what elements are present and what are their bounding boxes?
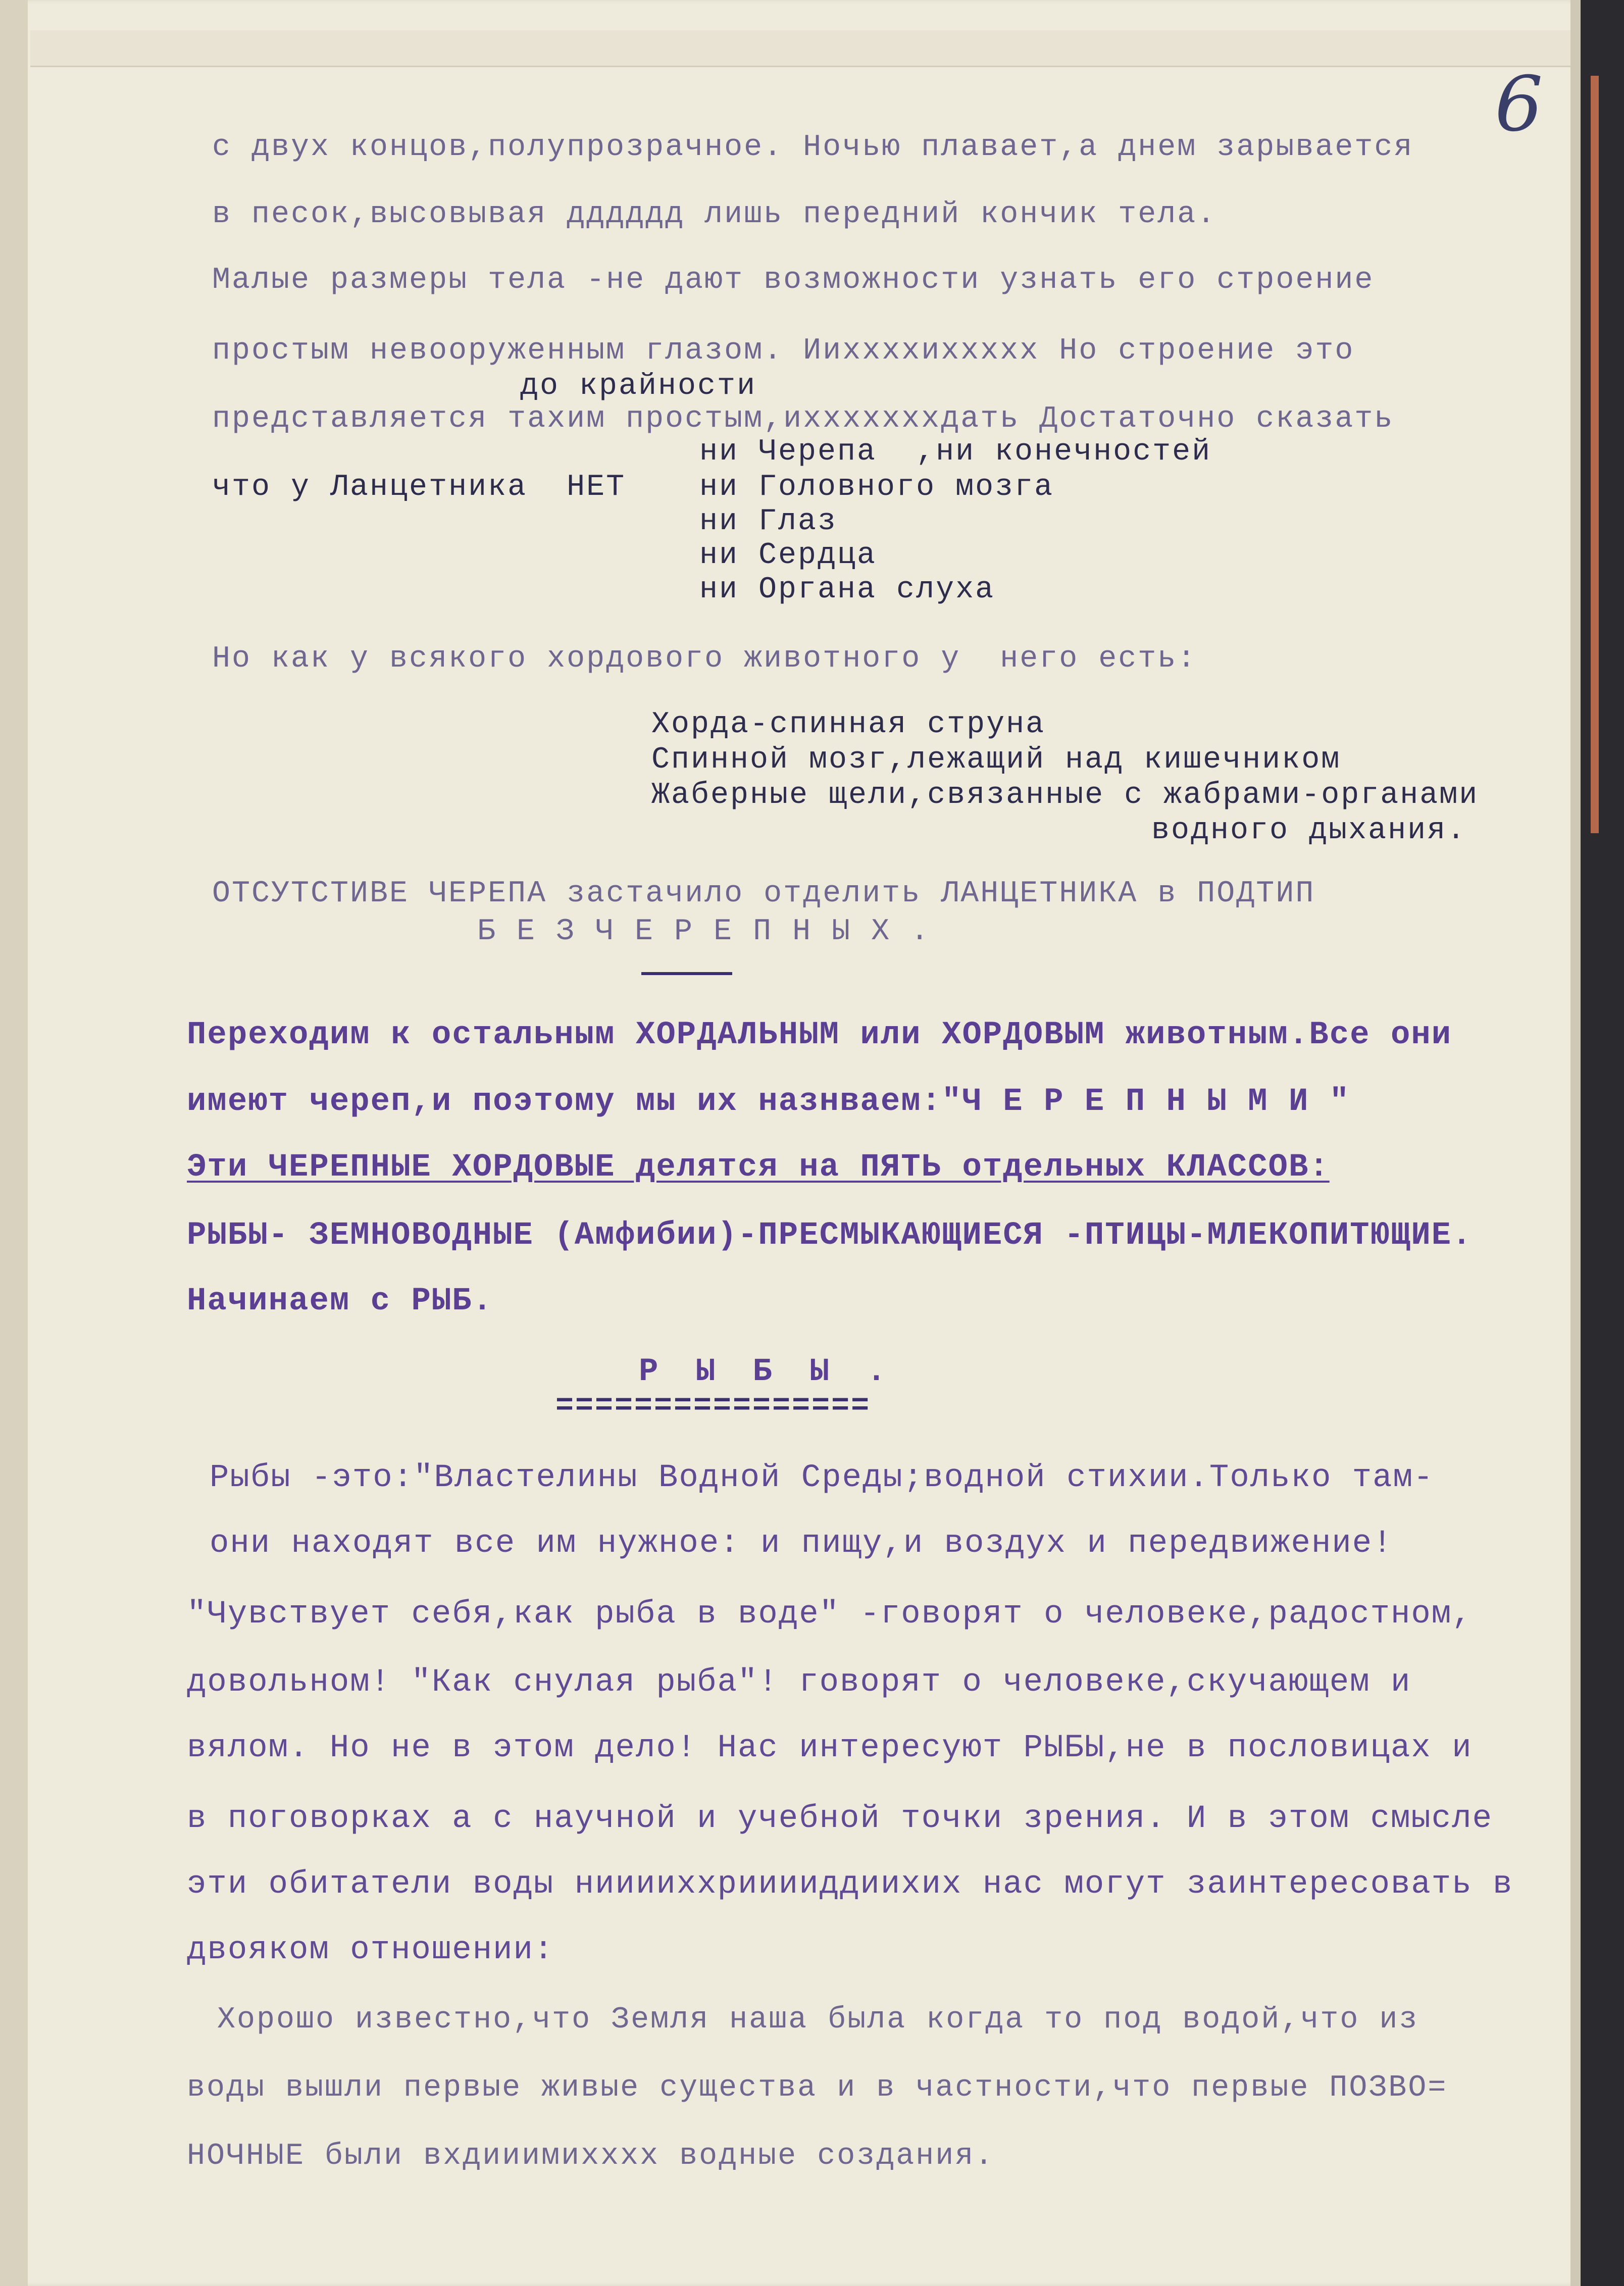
text-line: довольном! "Как снулая рыба"! говорят о человеке,скучающем и (187, 1664, 1411, 1701)
text-line: с двух концов,полупрозрачное. Ночью плавает,а днем зарывается (212, 130, 1414, 165)
text-line: Переходим к остальным ХОРДАЛЬНЫМ или ХОРДОВЫМ животным.Все они (187, 1017, 1452, 1053)
heading-rule: ================ (555, 1389, 871, 1424)
text-line: Рыбы -это:"Властелины Водной Среды;водной стихии.Только там- (210, 1460, 1434, 1496)
folder-edge-stripe (1591, 76, 1599, 833)
binding-edge (0, 0, 28, 2286)
text-line-insert: до крайности (520, 369, 757, 403)
text-line: Хорошо известно,что Земля наша была когда то под водой,что из (217, 2003, 1419, 2037)
section-divider (641, 972, 732, 975)
text-line: Эти ЧЕРЕПНЫЕ ХОРДОВЫЕ делятся на ПЯТЬ отдельных КЛАССОВ: (187, 1149, 1330, 1186)
text-line: вялом. Но не в этом дело! Нас интересуют РЫБЫ,не в пословицах и (187, 1730, 1473, 1766)
text-line: НОЧНЫЕ были вхдииимихххх водные создания. (187, 2139, 995, 2173)
list-item: Хорда-спинная струна (651, 707, 1046, 742)
text-line: представляется тахим простым,ихххххххдать Достаточно сказать (212, 402, 1394, 436)
text-line: имеют череп,и поэтому мы их назнваем:"Ч Е Р Е П Н Ы М И " (187, 1084, 1350, 1120)
list-item: ни Черепа ,ни конечностей (699, 435, 1212, 469)
text-line: воды вышли первые живые существа и в частности,что первые ПОЗВО= (187, 2071, 1448, 2105)
list-item: ни Сердца (699, 538, 877, 573)
page-top-band (30, 30, 1581, 67)
text-line: эти обитатели воды нииииххрииииддиихих нас могут заинтересовать в (187, 1866, 1513, 1903)
list-item: ни Глаз (699, 504, 838, 539)
conclusion-line: Б Е З Ч Е Р Е П Н Ы Х . (477, 915, 931, 949)
text-line: Малые размеры тела -не дают возможности узнать его строение (212, 263, 1375, 297)
page-right-edge (1570, 0, 1581, 2286)
text-line: простым невооруженным глазом. Ииххххиххххх Но строение это (212, 334, 1355, 368)
text-line: Начинаем с РЫБ. (187, 1283, 493, 1319)
list-item: ни Органа слуха (699, 573, 995, 607)
text-line: двояком отношении: (187, 1932, 554, 1968)
list-item: Спинной мозг,лежащий над кишечником (651, 743, 1341, 777)
no-list-intro: что у Ланцетника НЕТ (212, 470, 626, 504)
text-line: в поговорках а с научной и учебной точки зрения. И в этом смысле (187, 1801, 1493, 1837)
text-line: РЫБЫ- ЗЕМНОВОДНЫЕ (Амфибии)-ПРЕСМЫКАЮЩИЕСЯ -ПТИЦЫ-МЛЕКОПИТЮЩИЕ. (187, 1217, 1473, 1254)
conclusion-line: ОТСУТСТИВЕ ЧЕРЕПА застачило отделить ЛАНЦЕТНИКА в ПОДТИП (212, 877, 1315, 911)
text-line: в песок,высовывая дддддд лишь передний кончик тела. (212, 197, 1217, 232)
list-item: водного дыхания. (1151, 814, 1467, 848)
text-line: они находят все им нужное: и пищу,и воздух и передвижение! (210, 1526, 1393, 1562)
has-list-intro: Но как у всякого хордового животного у него есть: (212, 642, 1197, 676)
page-number: 6 (1495, 61, 1543, 148)
text-line: "Чувствует себя,как рыба в воде" -говорят о человеке,радостном, (187, 1596, 1473, 1633)
list-item: Жаберные щели,связанные с жабрами-органами (651, 778, 1479, 812)
list-item: ни Головного мозга (699, 470, 1054, 504)
section-heading: Р Ы Б Ы . (639, 1354, 895, 1390)
